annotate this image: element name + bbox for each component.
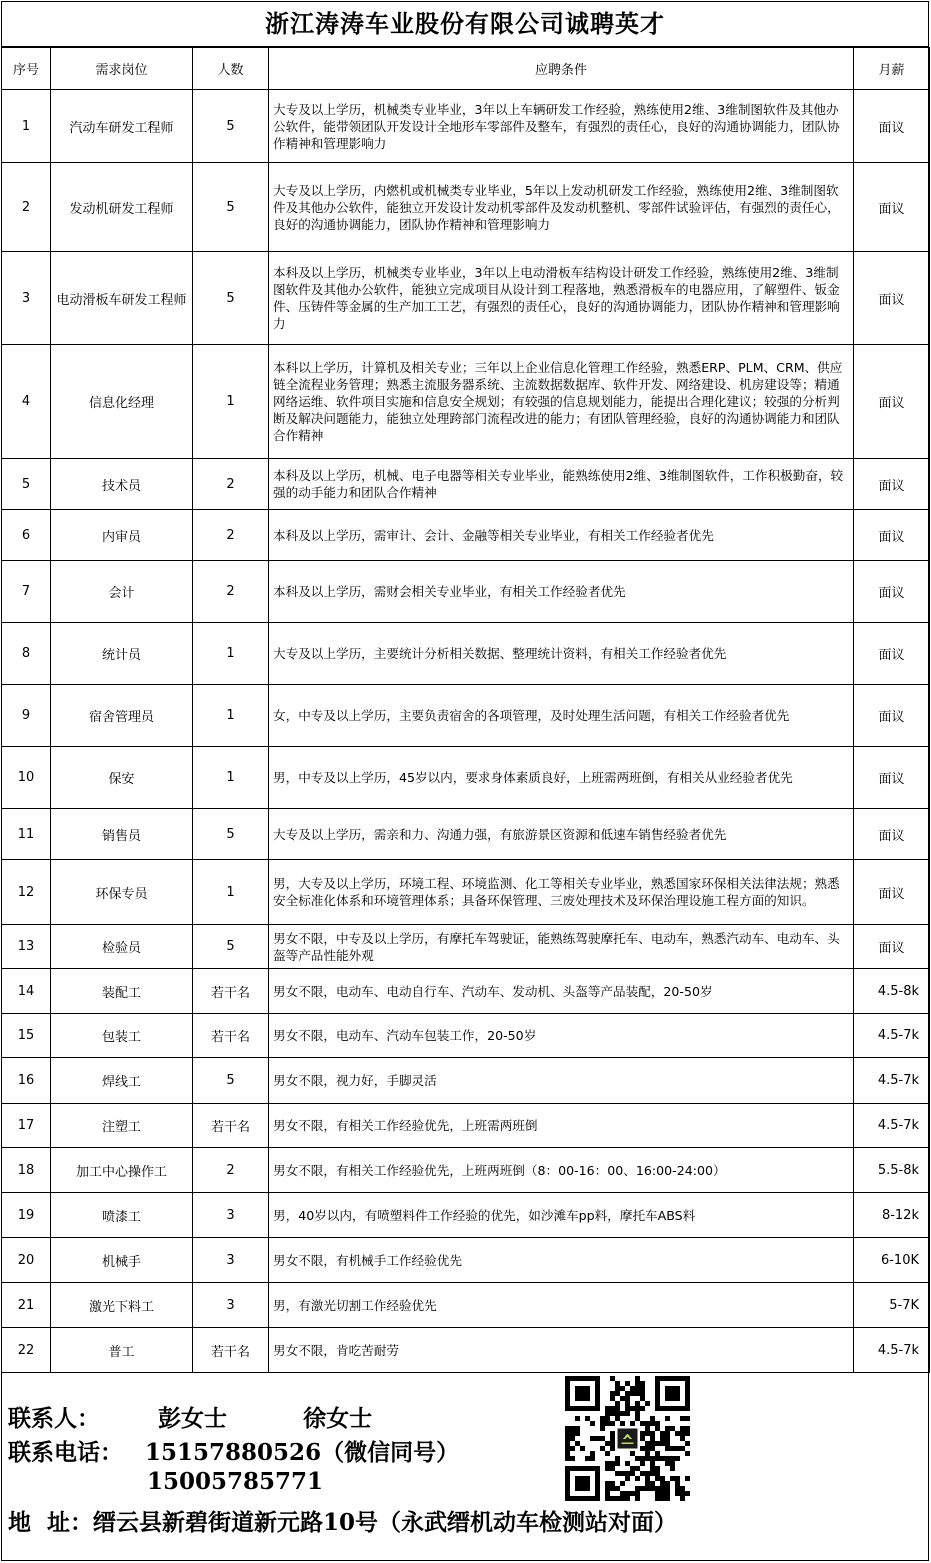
row-no: 3 [2,252,51,345]
row-count: 5 [193,90,269,163]
row-requirements: 大专及以上学历，内燃机或机械类专业毕业，5年以上发动机研发工作经验，熟练使用2维、3维制图软件及其他办公软件，能独立开发设计发动机零部件及发动机整机、零部件试验评估，有强烈的责任心，良好的沟通协调能力，团队协作精神和管理影响力 [269,163,854,252]
row-position: 焊线工 [51,1058,193,1104]
row-no: 7 [2,561,51,623]
row-salary: 4.5-7k [854,1104,930,1148]
row-no: 9 [2,685,51,747]
row-count: 1 [193,860,269,925]
table-row [2,809,930,860]
row-no: 11 [2,809,51,860]
row-position: 包装工 [51,1014,193,1058]
table-row [2,90,930,163]
row-salary: 面议 [854,252,930,345]
row-count: 5 [193,1058,269,1104]
row-position: 宿舍管理员 [51,685,193,747]
table-row [2,459,930,510]
row-no: 4 [2,345,51,459]
table-row [2,345,930,459]
row-count: 若干名 [193,969,269,1014]
contact-phone-2: 15005785771 [147,1468,324,1495]
table-row [2,1148,930,1193]
row-no: 16 [2,1058,51,1104]
row-position: 内审员 [51,510,193,561]
row-requirements: 本科及以上学历，需审计、会计、金融等相关专业毕业，有相关工作经验者优先 [269,510,854,561]
row-requirements: 本科及以上学历，机械、电子电器等相关专业毕业，能熟练使用2维、3维制图软件，工作积极勤奋，较强的动手能力和团队合作精神 [269,459,854,510]
row-count: 2 [193,561,269,623]
row-position: 机械手 [51,1238,193,1283]
row-salary: 面议 [854,925,930,969]
row-requirements: 男，40岁以内，有喷塑料件工作经验的优先，如沙滩车pp料，摩托车ABS料 [269,1193,854,1238]
table-row [2,1193,930,1238]
row-count: 3 [193,1193,269,1238]
row-position: 注塑工 [51,1104,193,1148]
row-position: 会计 [51,561,193,623]
row-salary: 面议 [854,510,930,561]
contact-phone-label: 联系电话： [8,1439,123,1466]
row-requirements: 男女不限，有机械手工作经验优先 [269,1238,854,1283]
contact-people [8,1400,372,1433]
header-position: 需求岗位 [51,48,193,90]
contact-person-1: 彭女士 [158,1405,228,1432]
row-salary: 4.5-7k [854,1058,930,1104]
row-count: 3 [193,1283,269,1328]
row-no: 1 [2,90,51,163]
contact-address [8,1504,677,1537]
table-row [2,163,930,252]
row-no: 5 [2,459,51,510]
table-row [2,623,930,685]
contact-phone [8,1434,459,1467]
row-position: 发动机研发工程师 [51,163,193,252]
row-position: 加工中心操作工 [51,1148,193,1193]
row-salary: 面议 [854,345,930,459]
table-row [2,1104,930,1148]
row-no: 17 [2,1104,51,1148]
row-position: 喷漆工 [51,1193,193,1238]
row-count: 1 [193,747,269,809]
row-requirements: 本科及以上学历，需财会相关专业毕业，有相关工作经验者优先 [269,561,854,623]
row-salary: 面议 [854,163,930,252]
table-header-row [2,48,930,90]
row-position: 销售员 [51,809,193,860]
page-title: 浙江涛涛车业股份有限公司诚聘英才 [2,2,928,47]
row-salary: 4.5-8k [854,969,930,1014]
recruitment-sheet [1,1,929,1561]
row-count: 若干名 [193,1104,269,1148]
row-no: 12 [2,860,51,925]
row-salary: 面议 [854,809,930,860]
table-row [2,969,930,1014]
row-count: 2 [193,510,269,561]
row-requirements: 大专及以上学历，需亲和力、沟通力强，有旅游景区资源和低速车销售经验者优先 [269,809,854,860]
row-position: 技术员 [51,459,193,510]
row-count: 1 [193,685,269,747]
row-salary: 面议 [854,860,930,925]
table-row [2,1283,930,1328]
row-requirements: 本科以上学历，计算机及相关专业；三年以上企业信息化管理工作经验，熟悉ERP、PLM、CRM、供应链全流程业务管理；熟悉主流服务器系统、主流数据数据库、软件开发、网络建设、机房建设等；精通网络运维、软件项目实施和信息安全规划；有较强的信息规划能力，能提出合理化建议；较强的分析判断及解决问题能力，能独立处理跨部门流程改进的能力；有团队管理经验，良好的沟通协调能力和团队合作精神 [269,345,854,459]
table-row [2,747,930,809]
row-salary: 6-10K [854,1238,930,1283]
row-requirements: 男，中专及以上学历，45岁以内，要求身体素质良好，上班需两班倒，有相关从业经验者优先 [269,747,854,809]
row-position: 普工 [51,1328,193,1373]
row-no: 22 [2,1328,51,1373]
row-salary: 面议 [854,685,930,747]
wechat-qr-code [565,1376,690,1501]
row-salary: 面议 [854,90,930,163]
row-requirements: 大专及以上学历，主要统计分析相关数据、整理统计资料，有相关工作经验者优先 [269,623,854,685]
row-position: 保安 [51,747,193,809]
row-no: 21 [2,1283,51,1328]
header-count: 人数 [193,48,269,90]
row-requirements: 男女不限，有相关工作经验优先，上班需两班倒 [269,1104,854,1148]
table-row [2,860,930,925]
row-salary: 5-7K [854,1283,930,1328]
table-row [2,1014,930,1058]
contact-address-value: 缙云县新碧街道新元路10号（永武缙机动车检测站对面） [93,1509,678,1536]
row-requirements: 男女不限，有相关工作经验优先，上班两班倒（8：00-16：00、16:00-24:00） [269,1148,854,1193]
row-salary: 面议 [854,561,930,623]
row-count: 5 [193,163,269,252]
contact-phone-1: 15157880526（微信同号） [145,1439,460,1466]
row-no: 19 [2,1193,51,1238]
row-no: 14 [2,969,51,1014]
row-requirements: 男女不限，电动车、电动自行车、汽动车、发动机、头盔等产品装配，20-50岁 [269,969,854,1014]
row-requirements: 女，中专及以上学历，主要负责宿舍的各项管理，及时处理生活问题，有相关工作经验者优先 [269,685,854,747]
row-salary: 面议 [854,623,930,685]
row-count: 3 [193,1238,269,1283]
row-no: 6 [2,510,51,561]
row-position: 信息化经理 [51,345,193,459]
contact-footer [2,1364,928,1560]
row-count: 1 [193,623,269,685]
header-salary: 月薪 [854,48,930,90]
row-requirements: 男女不限，视力好，手脚灵活 [269,1058,854,1104]
row-no: 18 [2,1148,51,1193]
row-position: 激光下料工 [51,1283,193,1328]
row-no: 2 [2,163,51,252]
row-requirements: 男女不限，中专及以上学历，有摩托车驾驶证，能熟练驾驶摩托车、电动车，熟悉汽动车、电动车、头盔等产品性能外观 [269,925,854,969]
table-row [2,925,930,969]
row-position: 检验员 [51,925,193,969]
contact-address-label: 地 址： [8,1509,94,1536]
header-requirements: 应聘条件 [269,48,854,90]
row-salary: 4.5-7k [854,1014,930,1058]
row-salary: 面议 [854,747,930,809]
row-count: 5 [193,809,269,860]
row-count: 2 [193,459,269,510]
row-no: 20 [2,1238,51,1283]
row-position: 汽动车研发工程师 [51,90,193,163]
row-count: 1 [193,345,269,459]
qr-center-logo [615,1426,640,1451]
row-requirements: 男女不限，电动车、汽动车包装工作，20-50岁 [269,1014,854,1058]
table-row [2,510,930,561]
row-position: 装配工 [51,969,193,1014]
row-count: 2 [193,1148,269,1193]
table-row [2,685,930,747]
jobs-table [1,47,930,1373]
row-position: 环保专员 [51,860,193,925]
row-requirements: 男，大专及以上学历，环境工程、环境监测、化工等相关专业毕业，熟悉国家环保相关法律法规；熟悉安全标准化体系和环境管理体系；具备环保管理、三废处理技术及环保治理设施工程方面的知识。 [269,860,854,925]
row-salary: 4.5-7k [854,1328,930,1373]
row-position: 统计员 [51,623,193,685]
header-no: 序号 [2,48,51,90]
contact-people-label: 联系人： [8,1405,100,1432]
row-salary: 5.5-8k [854,1148,930,1193]
row-no: 15 [2,1014,51,1058]
row-position: 电动滑板车研发工程师 [51,252,193,345]
row-salary: 8-12k [854,1193,930,1238]
row-count: 若干名 [193,1328,269,1373]
row-requirements: 男女不限，肯吃苦耐劳 [269,1328,854,1373]
table-row [2,252,930,345]
table-row [2,561,930,623]
row-requirements: 本科及以上学历，机械类专业毕业，3年以上电动滑板车结构设计研发工作经验，熟练使用2维、3维制图软件及其他办公软件，能独立完成项目从设计到工程落地，熟悉滑板车的电器应用，了解塑件、钣金件、压铸件等金属的生产加工工艺，有强烈的责任心，良好的沟通协调能力，团队协作精神和管理影响力 [269,252,854,345]
contact-person-2: 徐女士 [303,1405,373,1432]
row-count: 5 [193,925,269,969]
row-requirements: 大专及以上学历，机械类专业毕业，3年以上车辆研发工作经验，熟练使用2维、3维制图软件及其他办公软件，能带领团队开发设计全地形车零部件及整车，有强烈的责任心，良好的沟通协调能力，团队协作精神和管理影响力 [269,90,854,163]
row-no: 13 [2,925,51,969]
row-salary: 面议 [854,459,930,510]
row-no: 8 [2,623,51,685]
row-count: 若干名 [193,1014,269,1058]
row-no: 10 [2,747,51,809]
table-row [2,1058,930,1104]
row-count: 5 [193,252,269,345]
table-row [2,1238,930,1283]
row-requirements: 男，有激光切割工作经验优先 [269,1283,854,1328]
